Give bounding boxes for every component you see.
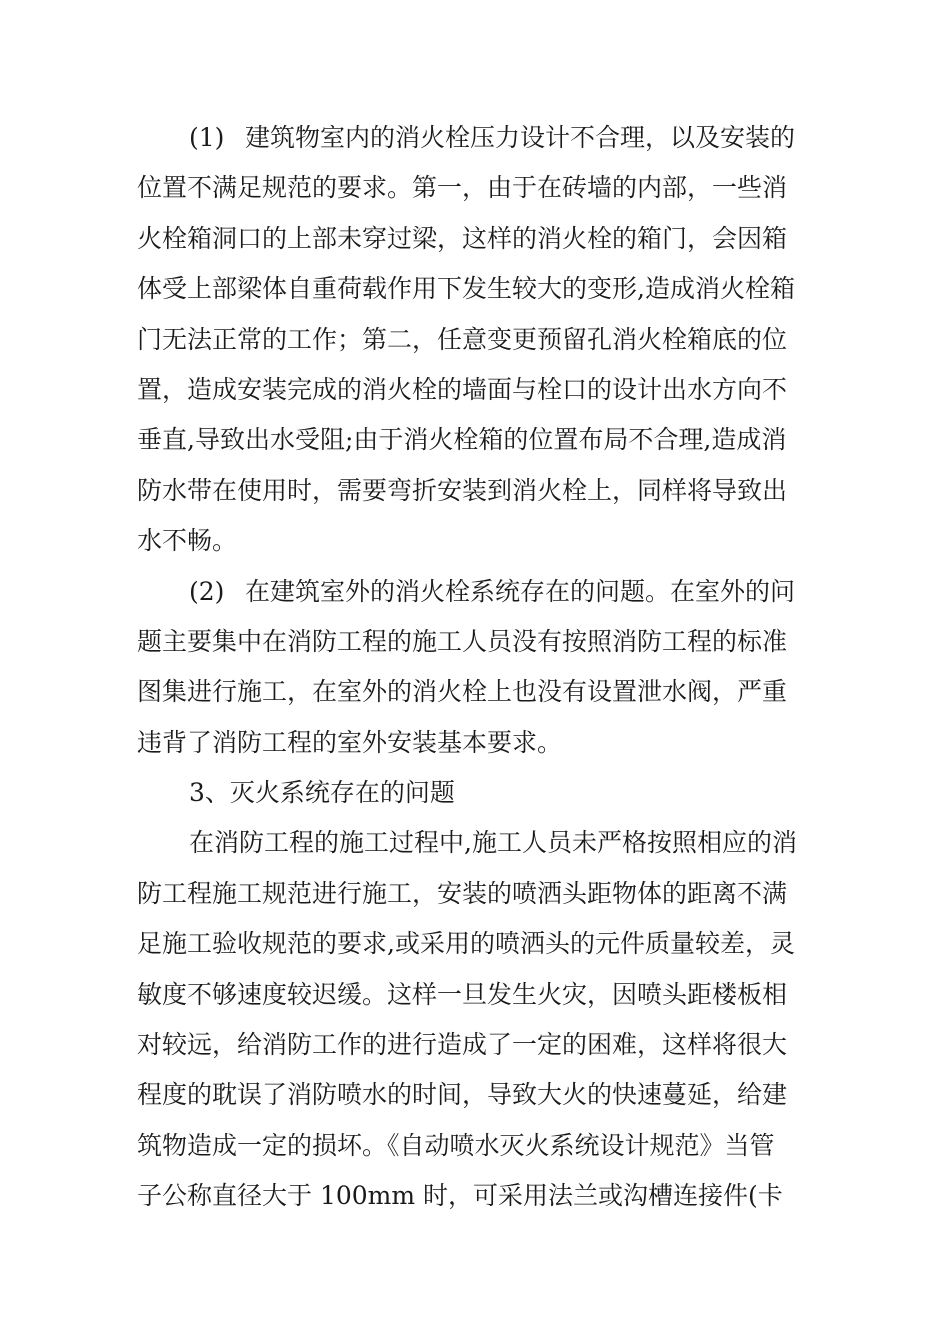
line-text: 建筑物室内的消火栓压力设计不合理，以及安装的 — [245, 123, 796, 152]
text-line: 违背了消防工程的室外安装基本要求。 — [137, 727, 563, 757]
text-line: 垂直,导致出水受阻;由于消火栓箱的位置布局不合理,造成消 — [137, 425, 787, 455]
item-number: (1) — [189, 123, 225, 152]
text-line: 程度的耽误了消防喷水的时间，导致大火的快速蔓延，给建 — [137, 1080, 788, 1110]
text-line: 置，造成安装完成的消火栓的墙面与栓口的设计出水方向不 — [137, 374, 788, 404]
text-line: 子公称直径大于 100mm 时，可采用法兰或沟槽连接件(卡 — [137, 1181, 783, 1211]
line-text: 在建筑室外的消火栓系统存在的问题。在室外的问 — [245, 576, 796, 606]
text-line: 门无法正常的工作；第二，任意变更预留孔消火栓箱底的位 — [137, 324, 788, 354]
section-heading: 3、灭火系统存在的问题 — [189, 778, 455, 808]
text-line: 体受上部梁体自重荷载作用下发生较大的变形,造成消火栓箱 — [137, 274, 795, 304]
paragraph-2-heading-line — [137, 567, 827, 617]
text-line: 敏度不够速度较迟缓。这样一旦发生火灾，因喷头距楼板相 — [137, 979, 788, 1009]
item-number: (2) — [189, 576, 225, 606]
text-line: 题主要集中在消防工程的施工人员没有按照消防工程的标准 — [137, 626, 788, 656]
body-text — [137, 113, 827, 1222]
text-line: 筑物造成一定的损坏。《自动喷水灭火系统设计规范》当管 — [137, 1130, 775, 1160]
text-line: 火栓箱洞口的上部未穿过梁，这样的消火栓的箱门，会因箱 — [137, 223, 788, 253]
text-line: 防工程施工规范进行施工，安装的喷洒头距物体的距离不满 — [137, 878, 788, 908]
text-line: 足施工验收规范的要求,或采用的喷洒头的元件质量较差，灵 — [137, 929, 795, 959]
paragraph-1-heading-line — [137, 113, 827, 163]
text-line: 图集进行施工，在室外的消火栓上也没有设置泄水阀，严重 — [137, 677, 788, 707]
paragraph-3-first-line: 在消防工程的施工过程中,施工人员未严格按照相应的消 — [189, 828, 797, 858]
text-line: 水不畅。 — [137, 526, 238, 556]
text-line: 防水带在使用时，需要弯折安装到消火栓上，同样将导致出 — [137, 475, 788, 505]
text-line: 对较远，给消防工作的进行造成了一定的困难，这样将很大 — [137, 1030, 788, 1060]
text-line: 位置不满足规范的要求。第一，由于在砖墙的内部，一些消 — [137, 173, 788, 203]
